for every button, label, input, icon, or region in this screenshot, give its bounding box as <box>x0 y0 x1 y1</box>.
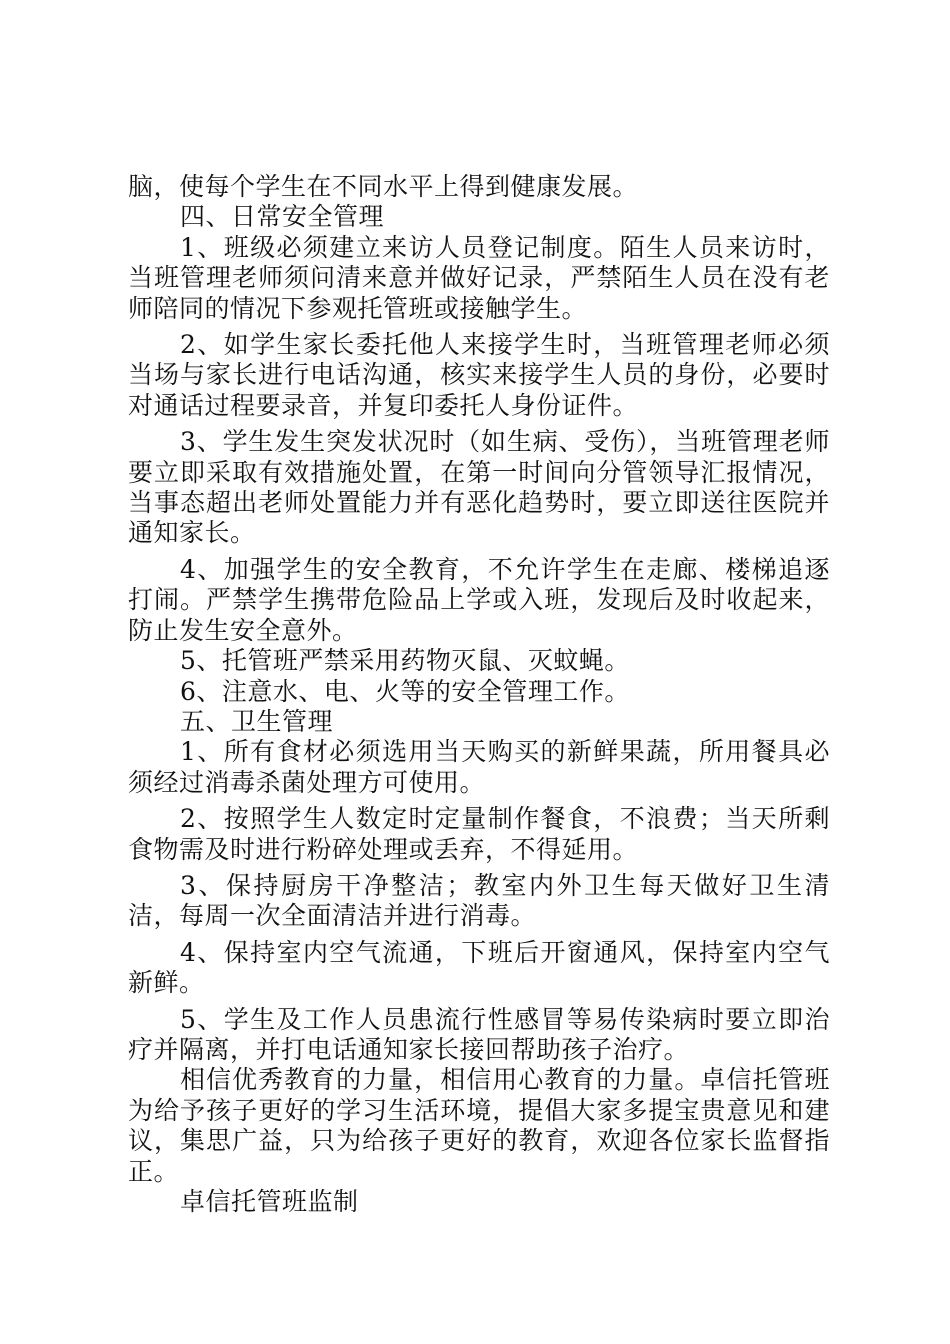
safety-item-5: 5、托管班严禁采用药物灭鼠、灭蚊蝇。 <box>180 646 630 676</box>
section-heading-safety: 四、日常安全管理 <box>180 202 385 232</box>
hygiene-item-4: 4、保持室内空气流通，下班后开窗通风，保持室内空气新鲜。 <box>128 937 830 998</box>
hygiene-item-3: 3、保持厨房干净整洁；教室内外卫生每天做好卫生清洁，每周一次全面清洁并进行消毒。 <box>128 870 830 931</box>
safety-item-6: 6、注意水、电、火等的安全管理工作。 <box>180 676 630 706</box>
safety-item-1: 1、班级必须建立来访人员登记制度。陌生人员来访时，当班管理老师须问清来意并做好记录，严禁陌生人员在没有老师陪同的情况下参观托管班或接触学生。 <box>128 232 830 323</box>
safety-item-2: 2、如学生家长委托他人来接学生时，当班管理老师必须当场与家长进行电话沟通，核实来接学生人员的身份，必要时对通话过程要录音，并复印委托人身份证件。 <box>128 330 830 420</box>
paragraph-continuation: 脑，使每个学生在不同水平上得到健康发展。 <box>128 172 639 201</box>
closing-statement: 相信优秀教育的力量，相信用心教育的力量。卓信托管班为给予孩子更好的学习生活环境，提倡大家多提宝贵意见和建议，集思广益，只为给孩子更好的教育，欢迎各位家长监督指正。 <box>128 1065 830 1186</box>
signature-line: 卓信托管班监制 <box>180 1187 359 1216</box>
hygiene-item-2: 2、按照学生人数定时定量制作餐食，不浪费；当天所剩食物需及时进行粉碎处理或丢弃，不得延用。 <box>128 804 830 864</box>
safety-item-4: 4、加强学生的安全教育，不允许学生在走廊、楼梯追逐打闹。严禁学生携带危险品上学或入班，发现后及时收起来，防止发生安全意外。 <box>128 554 830 645</box>
section-heading-hygiene: 五、卫生管理 <box>180 706 334 736</box>
hygiene-item-5: 5、学生及工作人员患流行性感冒等易传染病时要立即治疗并隔离，并打电话通知家长接回帮助孩子治疗。 <box>128 1004 830 1064</box>
hygiene-item-1: 1、所有食材必须选用当天购买的新鲜果蔬，所用餐具必须经过消毒杀菌处理方可使用。 <box>128 737 830 797</box>
document-body <box>128 172 830 1217</box>
safety-item-3: 3、学生发生突发状况时（如生病、受伤），当班管理老师要立即采取有效措施处置，在第一时间向分管领导汇报情况，当事态超出老师处置能力并有恶化趋势时，要立即送往医院并通知家长。 <box>128 427 830 548</box>
